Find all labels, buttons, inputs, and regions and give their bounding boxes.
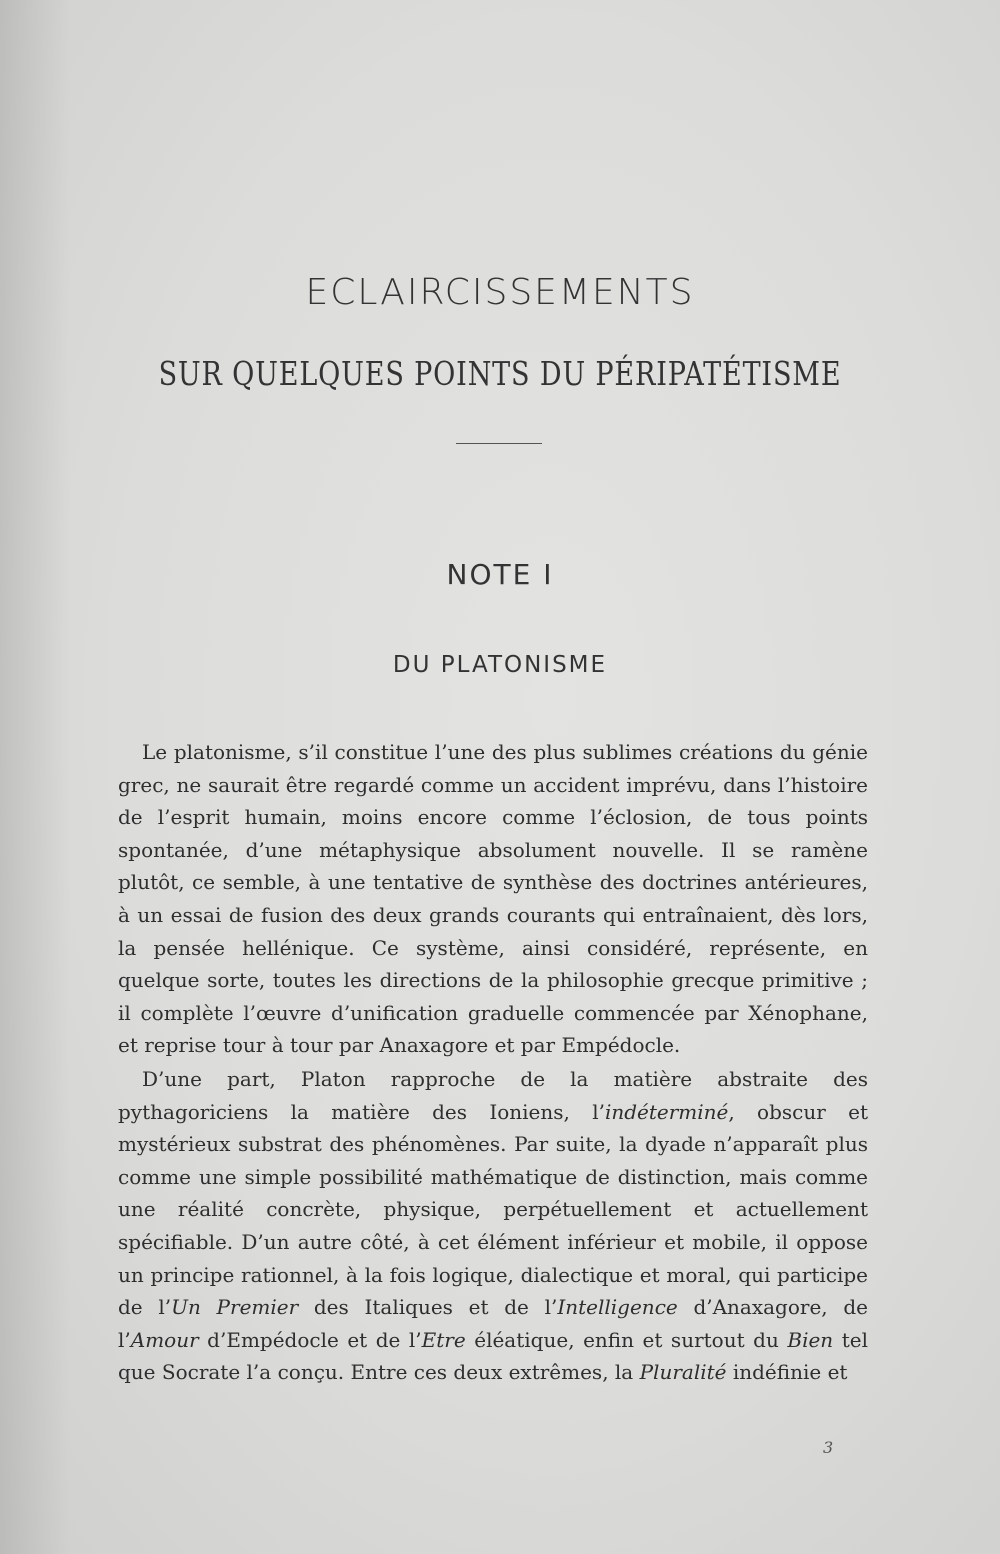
text-run: tel que Socrate l’a conçu. Entre ces deux extrêmes, la xyxy=(118,1327,868,1385)
text-run: indéfinie et xyxy=(726,1360,848,1385)
paragraph xyxy=(118,1063,868,1389)
section-heading: DU PLATONISME xyxy=(392,652,608,678)
italic-text: Etre xyxy=(421,1327,466,1352)
body-text xyxy=(118,736,868,1389)
text-run: , obscur et mystérieux substrat des phénomènes. Par suite, la dyade n’apparaît plus comme une simple possibilité mathématique de distinction, mais comme une réalité concrète, physique, perpétuellement et actuellement spécifiable. D’un autre côté, à cet élément inférieur et mobile, il oppose un principe rationnel, à la fois logique, dialectique et moral, qui participe de l’ xyxy=(118,1099,868,1320)
italic-text: indéterminé xyxy=(604,1099,729,1124)
document-title: ECLAIRCISSEMENTS xyxy=(305,272,695,313)
text-run: d’Empédocle et de l’ xyxy=(198,1327,422,1352)
text-run: D’une part, Platon rapproche de la matière abstraite des pythagoriciens la matière des Ioniens, l’ xyxy=(118,1066,868,1124)
italic-text: Intelligence xyxy=(557,1295,678,1320)
text-run: des Italiques et de l’ xyxy=(298,1295,558,1320)
note-heading: NOTE I xyxy=(446,558,554,591)
italic-text: Un Premier xyxy=(171,1295,299,1320)
italic-text: Bien xyxy=(787,1327,834,1352)
paragraph xyxy=(118,736,868,1062)
italic-text: Pluralité xyxy=(639,1360,727,1385)
page-number: 3 xyxy=(823,1438,834,1457)
document-subtitle: SUR QUELQUES POINTS DU PÉRIPATÉTISME xyxy=(158,354,842,393)
text-run: Le platonisme, s’il constitue l’une des plus sublimes créations du génie grec, ne saurait être regardé comme un accident imprévu, dans l’histoire de l’esprit humain, moins encore comme l’éclosion, de tous points spontanée, d’une métaphysique absolument nouvelle. Il se ramène plutôt, ce semble, à une tentative de synthèse des doctrines antérieures, à un essai de fusion des deux grands courants qui entraînaient, dès lors, la pensée hellénique. Ce système, ainsi considéré, représente, en quelque sorte, toutes les directions de la philosophie grecque primitive ; il complète l’œuvre d’unification graduelle commencée par Xénophane, et reprise tour à tour par Anaxagore et par Empédocle. xyxy=(118,740,868,1058)
text-run: éléatique, enfin et surtout du xyxy=(465,1327,788,1352)
page-shadow xyxy=(0,0,70,1554)
italic-text: Amour xyxy=(130,1327,199,1352)
title-divider xyxy=(456,443,542,444)
text-run: d’Anaxagore, de l’ xyxy=(118,1295,868,1352)
